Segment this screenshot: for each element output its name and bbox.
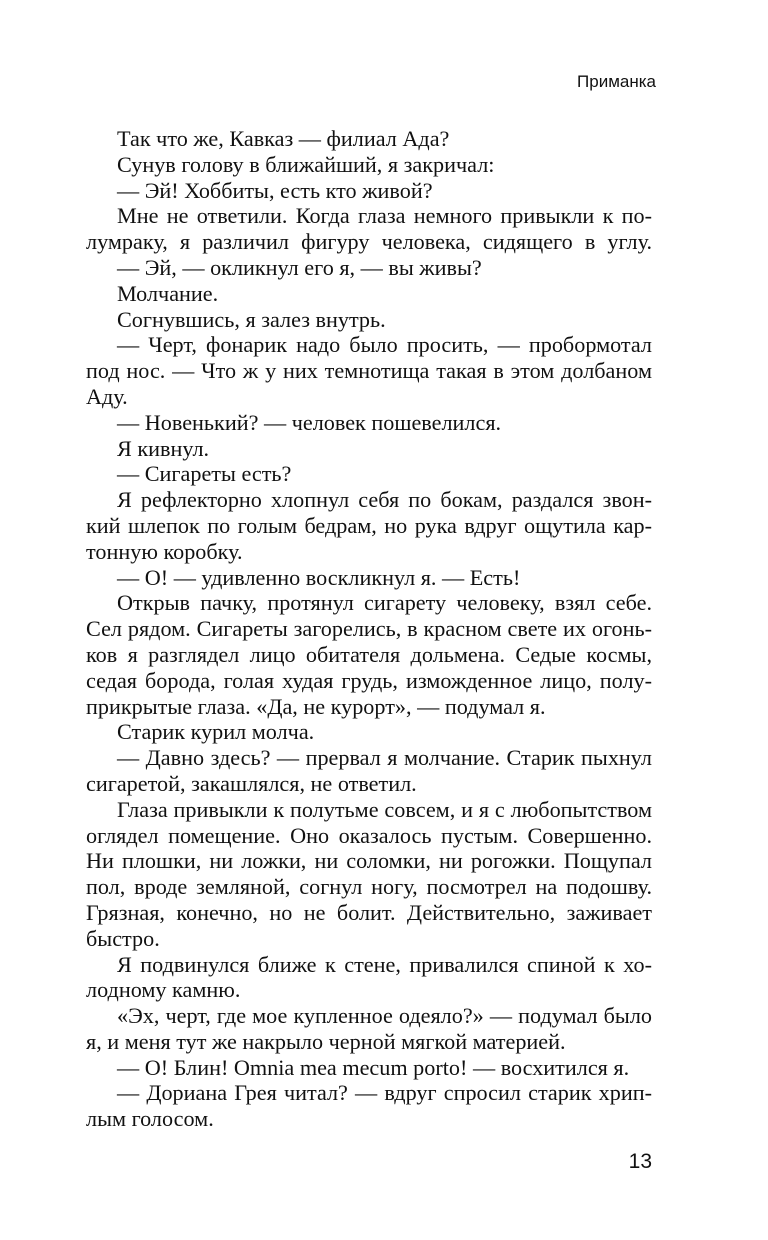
text-line: Я подвинулся ближе к стене, привалился спиной к хо- bbox=[117, 951, 652, 977]
running-title: Приманка bbox=[577, 72, 656, 91]
text-line: — О! Блин! Omnia mea mecum porto! — восхитился я. bbox=[117, 1054, 630, 1080]
text-line: лумраку, я различил фигуру человека, сидящего в углу. bbox=[86, 229, 652, 255]
text-line: лодному камню. bbox=[86, 977, 241, 1003]
text-line: лым голосом. bbox=[86, 1106, 214, 1132]
text-line: ков я разглядел лицо обитателя дольмена. Седые космы, bbox=[86, 641, 652, 667]
text-line: прикрытые глаза. «Да, не курорт», — подумал я. bbox=[86, 693, 546, 719]
text-line: — Черт, фонарик надо было просить, — пробормотал bbox=[117, 332, 652, 358]
text-line: — Дориана Грея читал? — вдруг спросил старик хрип- bbox=[117, 1080, 652, 1106]
text-line: Глаза привыкли к полутьме совсем, и я с любопытством bbox=[117, 796, 652, 822]
text-line: — О! — удивленно воскликнул я. — Есть! bbox=[117, 564, 521, 590]
text-line: Я рефлекторно хлопнул себя по бокам, раздался звон- bbox=[117, 487, 652, 513]
text-line: Сунув голову в ближайший, я закричал: bbox=[117, 151, 495, 177]
text-line: Грязная, конечно, но не болит. Действительно, заживает bbox=[86, 899, 652, 925]
text-line: Ни плошки, ни ложки, ни соломки, ни рогожки. Пощупал bbox=[86, 848, 652, 874]
text-line: Я кивнул. bbox=[117, 435, 210, 461]
text-line: пол, вроде земляной, согнул ногу, посмотрел на подошву. bbox=[86, 874, 652, 900]
text-line: я, и меня тут же накрыло черной мягкой материей. bbox=[86, 1028, 566, 1054]
text-line: кий шлепок по голым бедрам, но рука вдруг ощутила кар- bbox=[86, 512, 652, 538]
text-line: тонную коробку. bbox=[86, 538, 243, 564]
text-line: быстро. bbox=[86, 925, 160, 951]
text-line: Согнувшись, я залез внутрь. bbox=[117, 306, 386, 332]
text-line: Молчание. bbox=[117, 280, 219, 306]
text-line: под нос. — Что ж у них темнотища такая в этом долбаном bbox=[86, 358, 652, 384]
text-line: Старик курил молча. bbox=[117, 719, 315, 745]
text-line: Аду. bbox=[86, 383, 128, 409]
text-line: Открыв пачку, протянул сигарету человеку, взял себе. bbox=[117, 590, 652, 616]
text-line: Мне не ответили. Когда глаза немного привыкли к по- bbox=[117, 203, 652, 229]
text-line: — Эй, — окликнул его я, — вы живы? bbox=[117, 254, 482, 280]
text-line: сигаретой, закашлялся, не ответил. bbox=[86, 770, 417, 796]
text-line: — Давно здесь? — прервал я молчание. Старик пыхнул bbox=[117, 745, 652, 771]
text-line: Так что же, Кавказ — филиал Ада? bbox=[117, 126, 450, 151]
text-line: — Новенький? — человек пошевелился. bbox=[117, 409, 502, 435]
text-line: — Эй! Хоббиты, есть кто живой? bbox=[117, 177, 433, 203]
text-line: «Эх, черт, где мое купленное одеяло?» — подумал было bbox=[117, 1003, 652, 1029]
body-text bbox=[86, 126, 652, 1132]
text-line: Сел рядом. Сигареты загорелись, в красном свете их огонь- bbox=[86, 616, 652, 642]
page-number: 13 bbox=[628, 1150, 652, 1173]
text-line: оглядел помещение. Оно оказалось пустым. Совершенно. bbox=[86, 822, 652, 848]
text-line: седая борода, голая худая грудь, изможденное лицо, полу- bbox=[86, 667, 652, 693]
text-line: — Сигареты есть? bbox=[117, 461, 292, 487]
